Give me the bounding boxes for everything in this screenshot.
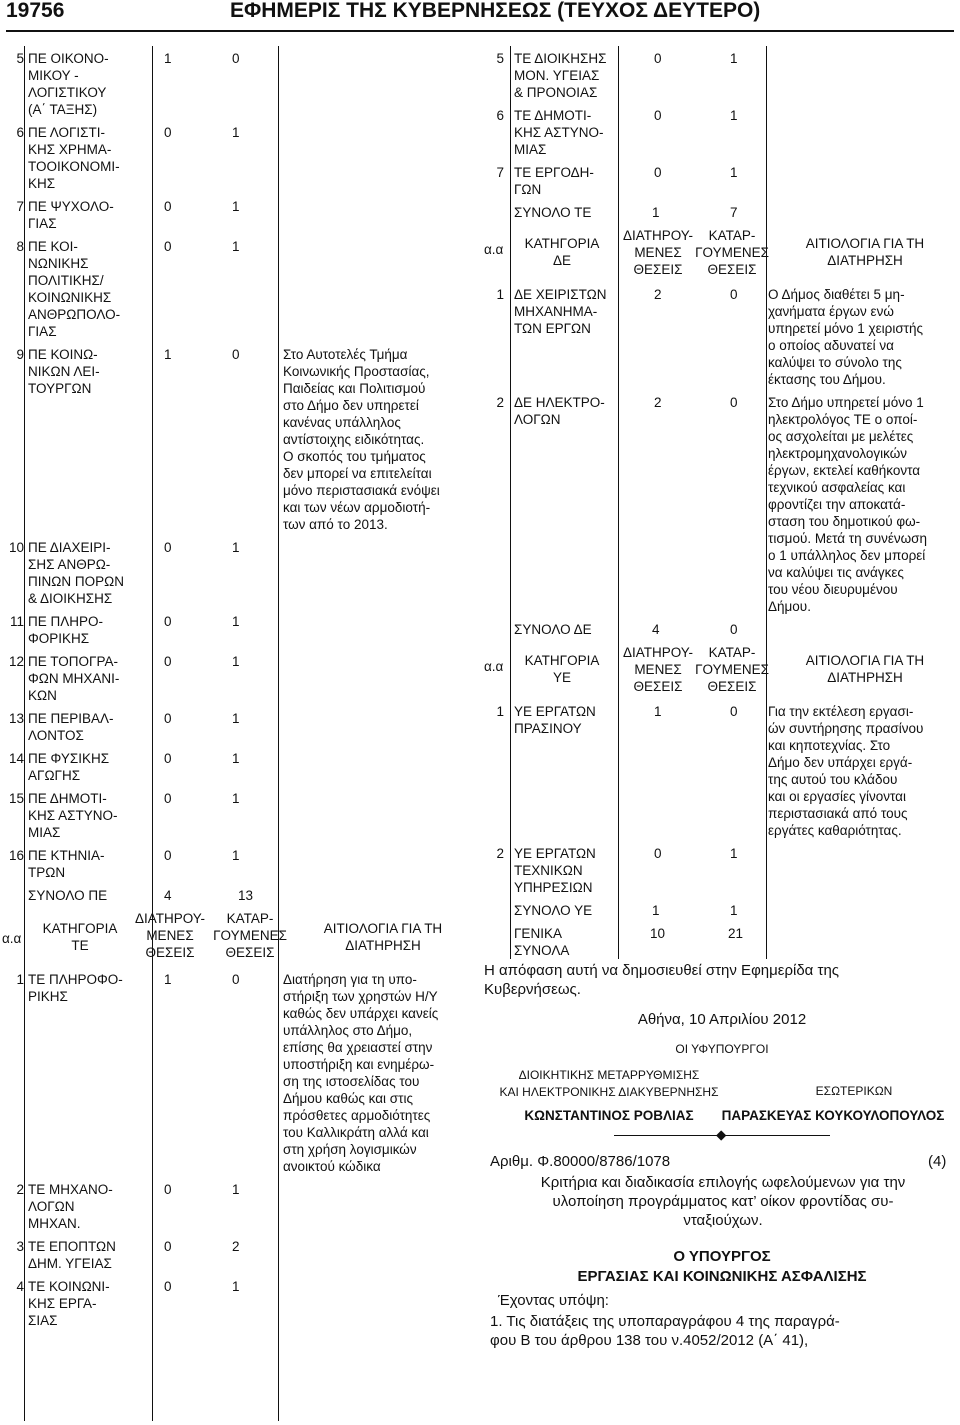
considering-item-1: 1. Τις διατάξεις της υποπαραγράφου 4 της παραγρά- φου Β του άρθρου 138 του ν.4052/2012 (Α΄ 41), bbox=[490, 1313, 840, 1349]
row-number: 7 bbox=[496, 165, 504, 180]
total-pe-kept: 4 bbox=[164, 888, 172, 903]
justification-note: Στο Δήμο υπηρετεί μόνο 1 ηλεκτρολόγος ΤΕ ο οποί- ος ασχολείται με μελέτες ηλεκτρομηχανολογικών έργων, εκτελεί καθήκοντα τεχνικού ασφαλείας και φροντίζει την αποκατά- σταση του δημοτικού φω- τισμού. Μετά τη συνένωση ο 1 υπάλληλος δεν μπορεί να καλύψει τις ανάγκες του νέου διευρυμένου Δήμου. bbox=[768, 395, 928, 614]
kept-positions: 0 bbox=[654, 51, 662, 66]
kept-positions: 0 bbox=[164, 791, 172, 806]
specialty-name: ΠΕ ΠΕΡΙΒΑΛ- ΛΟΝΤΟΣ bbox=[28, 711, 114, 743]
publication-order: Η απόφαση αυτή να δημοσιευθεί στην Εφημερίδα της Κυβερνήσεως. bbox=[484, 962, 840, 998]
kept-positions: 0 bbox=[164, 614, 172, 629]
justification-note: Ο Δήμος διαθέτει 5 μη- χανήματα έργων ενώ υπηρετεί μόνο 1 χειριστής ο οποίος αδυνατεί να καλύψει το σύνολο της έκτασης του Δήμου. bbox=[768, 287, 924, 387]
row-number: 6 bbox=[16, 125, 24, 140]
specialty-name: ΤΕ ΠΛΗΡΟΦΟ- ΡΙΚΗΣ bbox=[28, 972, 123, 1004]
kept-positions: 1 bbox=[164, 972, 172, 987]
specialty-name: ΠΕ ΦΥΣΙΚΗΣ ΑΓΩΓΗΣ bbox=[28, 751, 110, 783]
kept-positions: 0 bbox=[164, 1182, 172, 1197]
abolished-positions: 1 bbox=[730, 108, 738, 123]
row-number: 11 bbox=[9, 614, 24, 629]
header-abolished: ΚΑΤΑΡ- ΓΟΥΜΕΝΕΣ ΘΕΣΕΙΣ bbox=[695, 228, 769, 277]
abolished-positions: 1 bbox=[730, 846, 738, 861]
minister-title: Ο ΥΠΟΥΡΓΟΣ bbox=[673, 1248, 771, 1265]
kept-positions: 1 bbox=[164, 51, 172, 66]
ministry-right: ΕΣΩΤΕΡΙΚΩΝ bbox=[815, 1084, 893, 1098]
abolished-positions: 1 bbox=[232, 1279, 240, 1294]
abolished-positions: 1 bbox=[232, 540, 240, 555]
header-reason: ΑΙΤΙΟΛΟΓΙΑ ΓΙΑ ΤΗ ΔΙΑΤΗΡΗΣΗ bbox=[805, 653, 925, 685]
specialty-name: ΔΕ ΗΛΕΚΤΡΟ- ΛΟΓΩΝ bbox=[514, 395, 605, 427]
kept-positions: 0 bbox=[164, 540, 172, 555]
abolished-positions: 1 bbox=[730, 51, 738, 66]
header-category: ΚΑΤΗΓΟΡΙΑ ΤΕ bbox=[42, 921, 118, 953]
considering-label: Έχοντας υπόψη: bbox=[498, 1292, 609, 1309]
right-column bbox=[484, 46, 960, 1421]
total-ye-kept: 1 bbox=[652, 903, 660, 918]
header-reason: ΑΙΤΙΟΛΟΓΙΑ ΓΙΑ ΤΗ ΔΙΑΤΗΡΗΣΗ bbox=[323, 921, 443, 953]
page-header bbox=[0, 0, 960, 28]
abolished-positions: 2 bbox=[232, 1239, 240, 1254]
kept-positions: 0 bbox=[164, 751, 172, 766]
grand-total-kept: 10 bbox=[650, 926, 666, 941]
minister-name-right: ΠΑΡΑΣΚΕΥΑΣ ΚΟΥΚΟΥΛΟΠΟΥΛΟΣ bbox=[721, 1108, 945, 1123]
total-de-label: ΣΥΝΟΛΟ ΔΕ bbox=[514, 622, 592, 637]
abolished-positions: 1 bbox=[232, 239, 240, 254]
decision-number: Αριθμ. Φ.80000/8786/1078 bbox=[490, 1153, 671, 1170]
row-number: 12 bbox=[8, 654, 24, 669]
specialty-name: ΤΕ ΜΗΧΑΝΟ- ΛΟΓΩΝ ΜΗΧΑΝ. bbox=[28, 1182, 113, 1231]
header-kept: ΔΙΑΤΗΡΟΥ- ΜΕΝΕΣ ΘΕΣΕΙΣ bbox=[134, 911, 206, 960]
ministry-title: ΕΡΓΑΣΙΑΣ ΚΑΙ ΚΟΙΝΩΝΙΚΗΣ ΑΣΦΑΛΙΣΗΣ bbox=[577, 1268, 867, 1285]
abolished-positions: 1 bbox=[730, 165, 738, 180]
column-divider bbox=[278, 46, 279, 1421]
specialty-name: ΤΕ ΕΠΟΠΤΩΝ ΔΗΜ. ΥΓΕΙΑΣ bbox=[28, 1239, 116, 1271]
abolished-positions: 0 bbox=[232, 51, 240, 66]
justification-note: Για την εκτέλεση εργασι- ών συντήρησης πρασίνου και κηποτεχνίας. Στο Δήμο δεν υπάρχει εργά- της αυτού του κλάδου και οι εργασίες γίνονται περιστασιακά από τους εργάτες καθαριότητας. bbox=[768, 704, 924, 838]
grand-total-abolished: 21 bbox=[728, 926, 744, 941]
kept-positions: 0 bbox=[654, 165, 662, 180]
kept-positions: 0 bbox=[164, 199, 172, 214]
row-number: 15 bbox=[8, 791, 24, 806]
abolished-positions: 1 bbox=[232, 711, 240, 726]
kept-positions: 0 bbox=[164, 654, 172, 669]
column-divider bbox=[510, 46, 511, 959]
row-number: 2 bbox=[16, 1182, 24, 1197]
abolished-positions: 0 bbox=[232, 972, 240, 987]
specialty-name: ΥΕ ΕΡΓΑΤΩΝ ΤΕΧΝΙΚΩΝ ΥΠΗΡΕΣΙΩΝ bbox=[514, 846, 596, 895]
total-te-label: ΣΥΝΟΛΟ ΤΕ bbox=[514, 205, 592, 220]
specialty-name: ΤΕ ΔΙΟΙΚΗΣΗΣ ΜΟΝ. ΥΓΕΙΑΣ & ΠΡΟΝΟΙΑΣ bbox=[514, 51, 607, 100]
row-number: 2 bbox=[496, 395, 504, 410]
minister-name-left: ΚΩΝΣΤΑΝΤΙΝΟΣ ΡΟΒΛΙΑΣ bbox=[524, 1108, 694, 1123]
kept-positions: 0 bbox=[164, 1239, 172, 1254]
abolished-positions: 1 bbox=[232, 751, 240, 766]
abolished-positions: 1 bbox=[232, 125, 240, 140]
decision-title: Κριτήρια και διαδικασία επιλογής ωφελούμενων για την υλοποίηση προγράμματος κατ’ οίκον φροντίδας συ- νταξιούχων. bbox=[540, 1174, 906, 1229]
abolished-positions: 0 bbox=[730, 287, 738, 302]
signatories-label: ΟΙ ΥΦΥΠΟΥΡΓΟΙ bbox=[675, 1042, 769, 1056]
abolished-positions: 1 bbox=[232, 199, 240, 214]
kept-positions: 0 bbox=[164, 711, 172, 726]
separator-diamond-icon: ◆ bbox=[716, 1127, 727, 1142]
total-de-abolished: 0 bbox=[730, 622, 738, 637]
header-reason: ΑΙΤΙΟΛΟΓΙΑ ΓΙΑ ΤΗ ΔΙΑΤΗΡΗΣΗ bbox=[805, 236, 925, 268]
total-ye-label: ΣΥΝΟΛΟ ΥΕ bbox=[514, 903, 593, 918]
total-pe-label: ΣΥΝΟΛΟ ΠΕ bbox=[28, 888, 108, 903]
header-abolished: ΚΑΤΑΡ- ΓΟΥΜΕΝΕΣ ΘΕΣΕΙΣ bbox=[695, 645, 769, 694]
abolished-positions: 0 bbox=[730, 395, 738, 410]
abolished-positions: 0 bbox=[232, 347, 240, 362]
kept-positions: 2 bbox=[654, 395, 662, 410]
left-column bbox=[0, 46, 480, 1421]
column-divider bbox=[152, 46, 153, 1421]
date-place: Αθήνα, 10 Απριλίου 2012 bbox=[637, 1011, 807, 1028]
decision-index: (4) bbox=[928, 1153, 947, 1170]
specialty-name: ΠΕ ΤΟΠΟΓΡΑ- ΦΩΝ ΜΗΧΑΝΙ- ΚΩΝ bbox=[28, 654, 120, 703]
row-number: 7 bbox=[16, 199, 24, 214]
specialty-name: ΠΕ ΚΤΗΝΙΑ- ΤΡΩΝ bbox=[28, 848, 105, 880]
header-abolished: ΚΑΤΑΡ- ΓΟΥΜΕΝΕΣ ΘΕΣΕΙΣ bbox=[213, 911, 287, 960]
specialty-name: ΤΕ ΕΡΓΟΔΗ- ΓΩΝ bbox=[514, 165, 594, 197]
specialty-name: ΠΕ ΚΟΙ- ΝΩΝΙΚΗΣ ΠΟΛΙΤΙΚΗΣ/ ΚΟΙΝΩΝΙΚΗΣ ΑΝΘΡΩΠΟΛΟ- ΓΙΑΣ bbox=[28, 239, 121, 339]
row-number: 14 bbox=[8, 751, 24, 766]
header-category: ΚΑΤΗΓΟΡΙΑ ΥΕ bbox=[524, 653, 600, 685]
row-number: 16 bbox=[8, 848, 24, 863]
row-number: 1 bbox=[496, 704, 504, 719]
row-number: 3 bbox=[16, 1239, 24, 1254]
kept-positions: 0 bbox=[654, 108, 662, 123]
row-number: 5 bbox=[496, 51, 504, 66]
row-number: 13 bbox=[8, 711, 24, 726]
abolished-positions: 1 bbox=[232, 791, 240, 806]
column-divider bbox=[618, 46, 619, 959]
abolished-positions: 0 bbox=[730, 704, 738, 719]
specialty-name: ΠΕ ΚΟΙΝΩ- ΝΙΚΩΝ ΛΕΙ- ΤΟΥΡΓΩΝ bbox=[28, 347, 100, 396]
abolished-positions: 1 bbox=[232, 1182, 240, 1197]
kept-positions: 0 bbox=[164, 239, 172, 254]
specialty-name: ΠΕ ΨΥΧΟΛΟ- ΓΙΑΣ bbox=[28, 199, 114, 231]
total-te-kept: 1 bbox=[652, 205, 660, 220]
row-number: 10 bbox=[8, 540, 24, 555]
row-number: 1 bbox=[496, 287, 504, 302]
header-aa: α.α bbox=[2, 931, 22, 946]
header-aa: α.α bbox=[484, 659, 504, 674]
specialty-name: ΠΕ ΟΙΚΟΝΟ- ΜΙΚΟΥ - ΛΟΓΙΣΤΙΚΟΥ (Α΄ ΤΑΞΗΣ) bbox=[28, 51, 109, 117]
specialty-name: ΠΕ ΛΟΓΙΣΤΙ- ΚΗΣ ΧΡΗΜΑ- ΤΟΟΙΚΟΝΟΜΙ- ΚΗΣ bbox=[28, 125, 120, 191]
specialty-name: ΠΕ ΔΗΜΟΤΙ- ΚΗΣ ΑΣΤΥΝΟ- ΜΙΑΣ bbox=[28, 791, 118, 840]
row-number: 1 bbox=[16, 972, 24, 987]
header-aa: α.α bbox=[484, 242, 504, 257]
header-category: ΚΑΤΗΓΟΡΙΑ ΔΕ bbox=[524, 236, 600, 268]
row-number: 2 bbox=[496, 846, 504, 861]
kept-positions: 1 bbox=[654, 704, 662, 719]
justification-note: Διατήρηση για τη υπο- στήριξη των χρηστών Η/Υ καθώς δεν υπάρχει κανείς υπάλληλος στο Δήμο, επίσης θα χρειαστεί στην υποστήριξη και ενημέρω- ση της ιστοσελίδας του Δήμου καθώς και στις πρόσθετες αρμοδιότητες του Καλλικράτη αλλά και στη χρήση λογισμικών ανοικτού κώδικα bbox=[283, 972, 439, 1174]
total-pe-abolished: 13 bbox=[238, 888, 254, 903]
row-number: 4 bbox=[16, 1279, 24, 1294]
ministry-left: ΔΙΟΙΚΗΤΙΚΗΣ ΜΕΤΑΡΡΥΘΜΙΣΗΣ ΚΑΙ ΗΛΕΚΤΡΟΝΙΚΗΣ ΔΙΑΚΥΒΕΡΝΗΣΗΣ bbox=[499, 1068, 719, 1099]
abolished-positions: 1 bbox=[232, 848, 240, 863]
specialty-name: ΠΕ ΠΛΗΡΟ- ΦΟΡΙΚΗΣ bbox=[28, 614, 104, 646]
kept-positions: 0 bbox=[164, 848, 172, 863]
header-kept: ΔΙΑΤΗΡΟΥ- ΜΕΝΕΣ ΘΕΣΕΙΣ bbox=[622, 228, 694, 277]
header-kept: ΔΙΑΤΗΡΟΥ- ΜΕΝΕΣ ΘΕΣΕΙΣ bbox=[622, 645, 694, 694]
kept-positions: 0 bbox=[654, 846, 662, 861]
kept-positions: 0 bbox=[164, 1279, 172, 1294]
column-divider bbox=[24, 46, 25, 1421]
row-number: 9 bbox=[16, 347, 24, 362]
kept-positions: 1 bbox=[164, 347, 172, 362]
specialty-name: ΤΕ ΚΟΙΝΩΝΙ- ΚΗΣ ΕΡΓΑ- ΣΙΑΣ bbox=[28, 1279, 110, 1328]
justification-note: Στο Αυτοτελές Τμήμα Κοινωνικής Προστασίας, Παιδείας και Πολιτισμού στο Δήμο δεν υπηρετεί κανένας υπάλληλος αντίστοιχης ειδικότητας. Ο σκοπός του τμήματος δεν μπορεί να επιτελείται μόνο περιστασιακά ενόψει και των νέων αρμοδιοτή- των από το 2013. bbox=[283, 347, 440, 532]
specialty-name: ΤΕ ΔΗΜΟΤΙ- ΚΗΣ ΑΣΤΥΝΟ- ΜΙΑΣ bbox=[514, 108, 604, 157]
total-ye-abolished: 1 bbox=[730, 903, 738, 918]
header-rule bbox=[6, 30, 954, 32]
row-number: 5 bbox=[16, 51, 24, 66]
row-number: 8 bbox=[16, 239, 24, 254]
grand-total-label: ΓΕΝΙΚΑ ΣΥΝΟΛΑ bbox=[514, 926, 570, 958]
specialty-name: ΠΕ ΔΙΑΧΕΙΡΙ- ΣΗΣ ΑΝΘΡΩ- ΠΙΝΩΝ ΠΟΡΩΝ & ΔΙΟΙΚΗΣΗΣ bbox=[28, 540, 124, 606]
gazette-title: ΕΦΗΜΕΡΙΣ ΤΗΣ ΚΥΒΕΡΝΗΣΕΩΣ (ΤΕΥΧΟΣ ΔΕΥΤΕΡΟ) bbox=[230, 0, 761, 22]
specialty-name: ΔΕ ΧΕΙΡΙΣΤΩΝ ΜΗΧΑΝΗΜΑ- ΤΩΝ ΕΡΓΩΝ bbox=[514, 287, 607, 336]
page-number: 19756 bbox=[6, 0, 65, 22]
column-divider bbox=[766, 46, 767, 959]
abolished-positions: 1 bbox=[232, 614, 240, 629]
abolished-positions: 1 bbox=[232, 654, 240, 669]
specialty-name: ΥΕ ΕΡΓΑΤΩΝ ΠΡΑΣΙΝΟΥ bbox=[514, 704, 596, 736]
kept-positions: 0 bbox=[164, 125, 172, 140]
total-te-abolished: 7 bbox=[730, 205, 738, 220]
kept-positions: 2 bbox=[654, 287, 662, 302]
row-number: 6 bbox=[496, 108, 504, 123]
total-de-kept: 4 bbox=[652, 622, 660, 637]
